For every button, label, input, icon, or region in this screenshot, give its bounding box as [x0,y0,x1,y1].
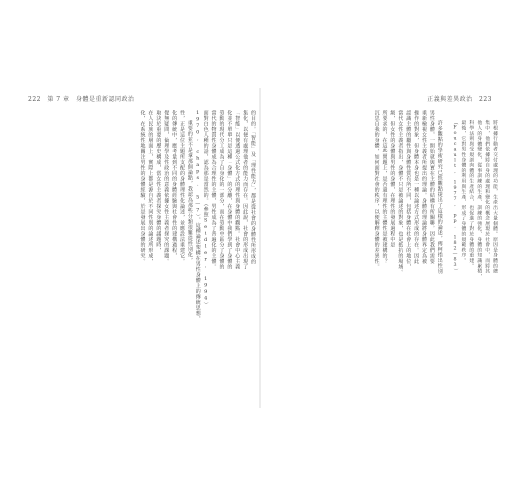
text-column: 在人民族的層面上，實際上都是源自於不同性別的論述所形成， [147,110,154,264]
text-column: 重新檢視女性主義者所提出的理論。身體的理論將身體界定為被 [420,110,427,264]
book-title: 正義與差異政治 [427,96,473,103]
text-column: 化的傳統中，應考量到不同的身體經驗與社會性的建構過程， [171,110,178,259]
text-column: 面對白色人種的話，認為那是當然的。（參照Seidler, 1994） [202,110,209,308]
text-column: 沉思自我的身體，如何面對社會的秩序，以便解釋身體的差異性。 [373,110,380,270]
text-column: 操作的對象，但身體本身也是一種以論述方式形成的存在。因此 [413,110,420,264]
quote-column: 最後，它對男性身體的利用與生產，形成了身體的規範秩序。 [460,120,466,264]
text-column: 所要求的，在這些問題上，是否還有理性的主體性是被建構的？ [381,110,388,264]
text-column: 1970, chaps. 5—7）。這種論述架構在男性身體上的傳統思想， [194,110,201,322]
left-page-number: 222 [28,96,41,103]
quote-column: 他人的身體變化，從事訓練的生產、訓練的強化、身體的知識累積， [476,120,482,279]
book-gutter [259,88,261,408]
text-column: 「智能」以便透過公式化方式的理性與身體的觀點。社會中心主義 [234,110,241,270]
text-column: 化，在系統性地關注男性的身體經驗，於是發展出身體的研究。 [139,110,146,264]
left-running-head [24,94,138,103]
text-column: 男性身體，一開始就與實在主體的結構有所關聯。因此我們需要 [428,110,435,264]
right-running-head [427,94,496,103]
quote-citation: （Foucault, 1977, pp. 182—83） [452,120,458,274]
column-gap [444,110,451,400]
text-column: 級，但女性的身體與男性的身體，在理性的發展過程中是 [389,110,396,248]
text-column: 認識主體的屬性與身體性質有所不同，包括身體在社會上的地位， [405,110,412,270]
chapter-label: 第 7 章 [47,96,70,103]
text-column: 化並不單單只是這種「身體」的分離，在身體中我們學到了身體的 [226,110,233,270]
right-page-number: 223 [479,96,492,103]
quote-column: 集中，他們依據將自身的處理和變化的概念展現於社會中，而將其 [484,120,490,274]
text-column: 當代的物質性身體成為合理性的主體，男性成為了普遍化的主體。 [210,110,217,270]
left-page [20,88,258,408]
text-column: 重要的並不是拿那個論點，我認為那些分類很難從性別化， [186,120,193,263]
text-column: 性，正是這位主題所支配的身體理性化論述，並應設法重建它。 [178,110,185,264]
right-text-columns [264,110,498,400]
text-column: 取決於重要的歷史構成，當女性主義者探究身體的議題時， [155,110,162,253]
chapter-title: 身體是重新認同政治 [75,96,135,103]
quote-column: 將根據行動者交付處理的功能，生產出大量個體。原因是身體的總 [492,120,497,274]
text-column: 許多觀點的學術研究已經觀點提出了這樣的論述，傅柯指出性別 [436,120,443,274]
text-column: 勞動的現代分工成為了自身化的一部分，而在勞動中區分了身體的 [218,110,225,270]
text-column: 覺無疑問，倫理學及性政治的意義依據女性主義者探究的課題。 [163,110,170,264]
text-column: 當代女性主義者指出，身體不只是被論述的對象，也是抵抗的場域。 [397,110,404,275]
left-text-columns [22,110,256,400]
quote-column: 科學法則與受規訓肉體的生產結合，也促進了對於身體的重建。 [468,120,474,269]
right-page [262,88,500,408]
text-column: 集化，以便有處理他者的能力而存在。因此說，社會的形成出現了 [242,110,249,270]
text-column: 的目的。「智能」及「理性能力」，都是從社會的身體性所形成的 [250,110,256,265]
